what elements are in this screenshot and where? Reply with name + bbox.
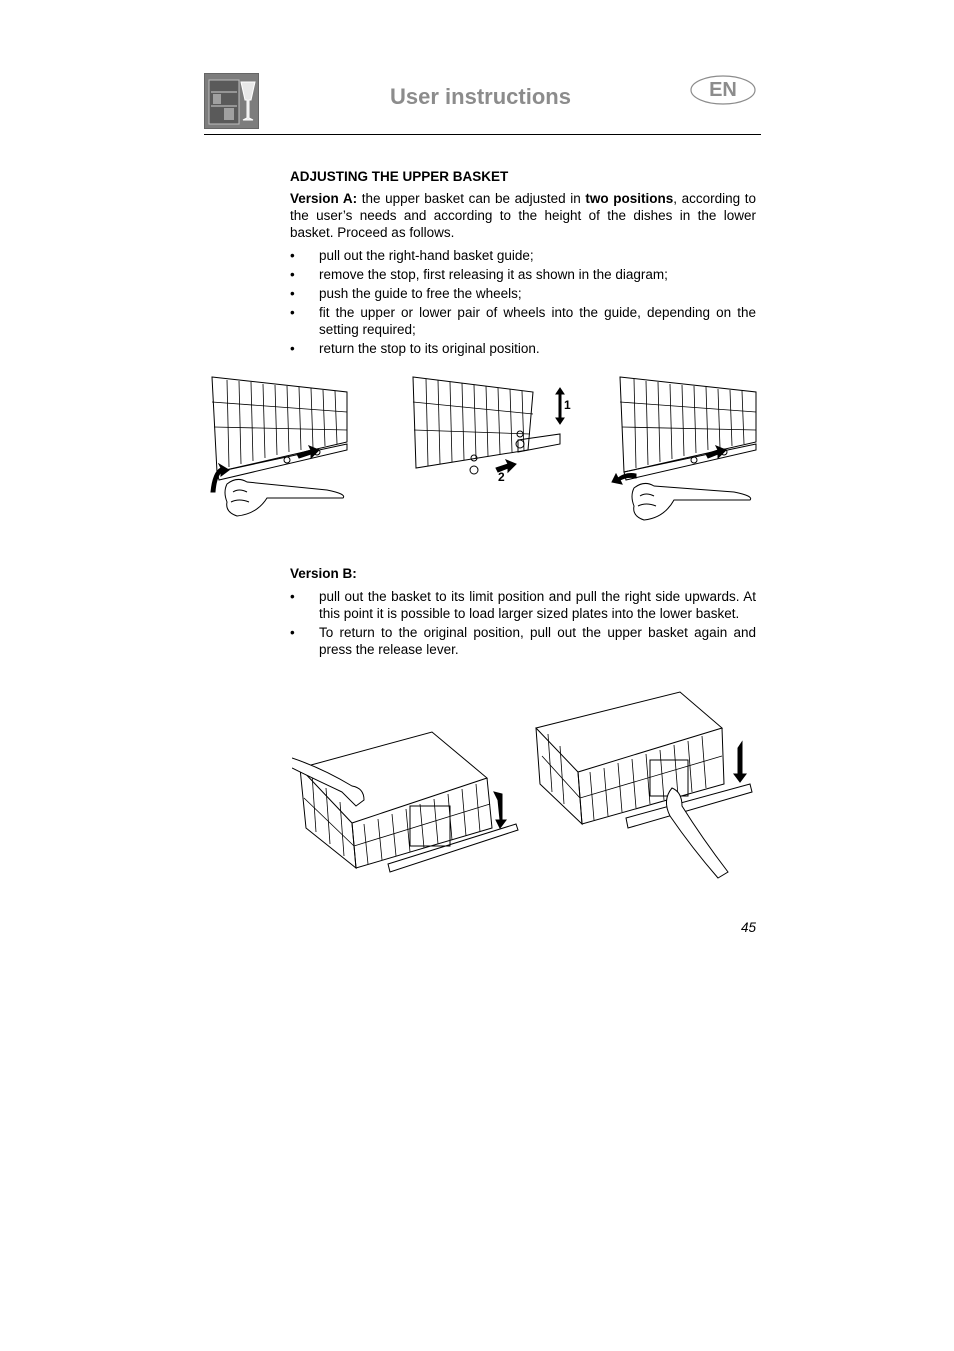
list-item: • push the guide to free the wheels;: [290, 285, 756, 302]
figure-label-1: 1: [564, 398, 571, 412]
basket-guide-illustration-3: [610, 372, 760, 527]
header-divider: [204, 134, 761, 135]
basket-lower-illustration: [532, 688, 757, 880]
version-a-steps: [290, 247, 756, 359]
list-item: • fit the upper or lower pair of wheels into the guide, depending on the setting required;: [290, 304, 756, 338]
section-heading: ADJUSTING THE UPPER BASKET: [290, 169, 509, 184]
version-a-text-1: the upper basket can be adjusted in: [357, 191, 586, 206]
list-item: • return the stop to its original position.: [290, 340, 756, 357]
version-a-text-2: , according to the user’s needs and according to the height of the dishes in the lower basket. Proceed as follows.: [290, 191, 756, 240]
basket-raise-illustration: [292, 728, 527, 880]
page-title: User instructions: [390, 84, 571, 109]
list-item: • pull out the basket to its limit position and pull the right side upwards. At this point it is possible to load larger sized plates into the lower basket.: [290, 588, 756, 622]
figure-label-2: 2: [498, 470, 505, 484]
dishwasher-logo-icon: [204, 73, 259, 129]
page-number: 45: [740, 920, 756, 935]
basket-guide-illustration-2: [408, 372, 578, 492]
basket-guide-illustration-1: [207, 372, 357, 522]
language-badge: [690, 75, 756, 105]
list-item: • pull out the right-hand basket guide;: [290, 247, 756, 264]
version-a-label: Version A:: [290, 191, 358, 206]
version-b-steps: [290, 588, 756, 660]
language-code: EN: [709, 79, 737, 101]
version-b-heading: Version B:: [290, 566, 357, 581]
list-item: • To return to the original position, pull out the upper basket again and press the release lever.: [290, 624, 756, 658]
version-a-paragraph: [290, 190, 756, 241]
version-a-emphasis: two positions: [585, 191, 674, 206]
list-item: • remove the stop, first releasing it as shown in the diagram;: [290, 266, 756, 283]
